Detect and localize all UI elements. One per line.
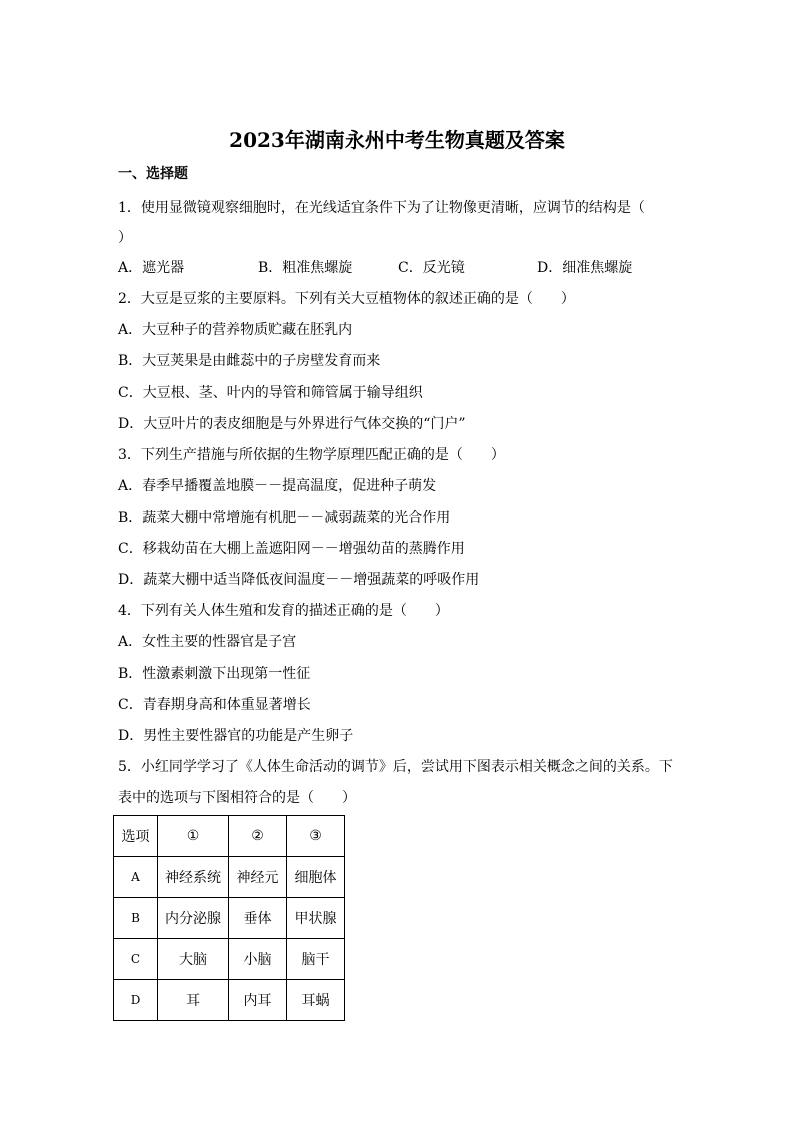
q1-option-a: A．遮光器 <box>118 260 185 276</box>
table-cell: 神经元 <box>229 857 287 898</box>
table-row <box>114 939 345 980</box>
q3-option-d: D．蔬菜大棚中适当降低夜间温度－－增强蔬菜的呼吸作用 <box>118 572 480 588</box>
q2-option-b: B．大豆荚果是由雌蕊中的子房壁发育而来 <box>118 353 381 369</box>
table-header-cell: ③ <box>287 816 345 857</box>
q1-stem-line2: ） <box>118 230 132 246</box>
table-cell: 垂体 <box>229 898 287 939</box>
table-row <box>114 898 345 939</box>
table-header-row <box>114 816 345 857</box>
q4-option-c: C．青春期身高和体重显著增长 <box>118 697 311 713</box>
table-cell: A <box>114 857 158 898</box>
table-row <box>114 980 345 1021</box>
table-cell: 内耳 <box>229 980 287 1021</box>
q1-option-c: C．反光镜 <box>398 260 465 276</box>
q1-option-d: D．细准焦螺旋 <box>537 260 633 276</box>
q4-option-a: A．女性主要的性器官是子宫 <box>118 634 297 650</box>
table-cell: 耳 <box>158 980 229 1021</box>
q4-option-d: D．男性主要性器官的功能是产生卵子 <box>118 728 354 744</box>
table-cell: 细胞体 <box>287 857 345 898</box>
section-heading: 一、选择题 <box>118 166 188 182</box>
table-cell: 耳蜗 <box>287 980 345 1021</box>
table-cell: 内分泌腺 <box>158 898 229 939</box>
table-cell: D <box>114 980 158 1021</box>
q5-stem-line1: 5．小红同学学习了《人体生命活动的调节》后，尝试用下图表示相关概念之间的关系。下 <box>118 759 673 775</box>
q5-stem-line2: 表中的选项与下图相符合的是（ ） <box>118 790 356 806</box>
q2-option-d: D．大豆叶片的表皮细胞是与外界进行气体交换的“门户” <box>118 416 466 432</box>
q3-option-a: A．春季早播覆盖地膜－－提高温度，促进种子萌发 <box>118 478 437 494</box>
table-cell: 小脑 <box>229 939 287 980</box>
q2-option-c: C．大豆根、茎、叶内的导管和筛管属于输导组织 <box>118 385 423 401</box>
table-header-cell: 选项 <box>114 816 158 857</box>
table-row <box>114 857 345 898</box>
table-cell: 大脑 <box>158 939 229 980</box>
q3-option-c: C．移栽幼苗在大棚上盖遮阳网－－增强幼苗的蒸腾作用 <box>118 541 465 557</box>
q3-option-b: B．蔬菜大棚中常增施有机肥－－减弱蔬菜的光合作用 <box>118 510 451 526</box>
page-title: 2023年湖南永州中考生物真题及答案 <box>229 128 565 152</box>
q1-stem-line1: 1．使用显微镜观察细胞时，在光线适宜条件下为了让物像更清晰，应调节的结构是（ <box>118 200 645 216</box>
table-header-cell: ① <box>158 816 229 857</box>
table-header-cell: ② <box>229 816 287 857</box>
q1-option-b: B．粗准焦螺旋 <box>258 260 353 276</box>
q4-option-b: B．性激素刺激下出现第一性征 <box>118 666 311 682</box>
q5-options-table <box>113 815 345 1021</box>
table-cell: C <box>114 939 158 980</box>
q2-option-a: A．大豆种子的营养物质贮藏在胚乳内 <box>118 322 353 338</box>
q3-stem: 3．下列生产措施与所依据的生物学原理匹配正确的是（ ） <box>118 447 505 463</box>
table-cell: B <box>114 898 158 939</box>
q2-stem: 2．大豆是豆浆的主要原料。下列有关大豆植物体的叙述正确的是（ ） <box>118 291 575 307</box>
table-cell: 脑干 <box>287 939 345 980</box>
q4-stem: 4．下列有关人体生殖和发育的描述正确的是（ ） <box>118 603 449 619</box>
table-cell: 甲状腺 <box>287 898 345 939</box>
table-cell: 神经系统 <box>158 857 229 898</box>
